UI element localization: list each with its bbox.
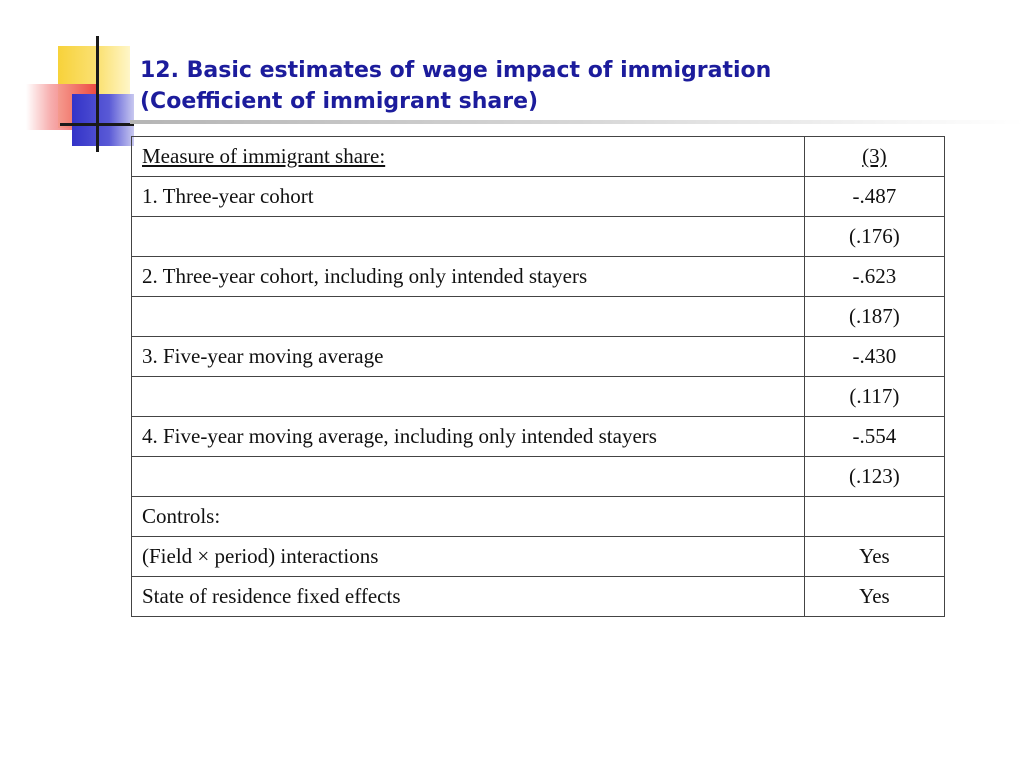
row-value: -.623 [804, 257, 944, 297]
header-label: Measure of immigrant share: [142, 144, 386, 168]
row-label: State of residence fixed effects [132, 577, 805, 617]
slide-title [140, 55, 1000, 117]
row-label: 1. Three-year cohort [132, 177, 805, 217]
row-value: Yes [804, 537, 944, 577]
table-row [132, 217, 945, 257]
table-row [132, 337, 945, 377]
table-row [132, 257, 945, 297]
table-row [132, 537, 945, 577]
row-value: -.430 [804, 337, 944, 377]
table-header-row [132, 137, 945, 177]
decorative-horizontal-line [60, 123, 134, 126]
results-table [131, 136, 945, 617]
row-value: (.117) [804, 377, 944, 417]
table-row [132, 457, 945, 497]
table-row [132, 377, 945, 417]
table-row [132, 577, 945, 617]
row-value: (.123) [804, 457, 944, 497]
row-value: (.187) [804, 297, 944, 337]
decorative-vertical-line [96, 36, 99, 152]
header-value-cell [804, 137, 944, 177]
row-value [804, 497, 944, 537]
row-label: 2. Three-year cohort, including only intended stayers [132, 257, 805, 297]
row-label: 4. Five-year moving average, including only intended stayers [132, 417, 805, 457]
row-value: (.176) [804, 217, 944, 257]
slide-title-line-1: 12. Basic estimates of wage impact of immigration [140, 58, 772, 83]
header-label-cell [132, 137, 805, 177]
row-value: Yes [804, 577, 944, 617]
table-row [132, 497, 945, 537]
row-value: -.487 [804, 177, 944, 217]
row-label: (Field × period) interactions [132, 537, 805, 577]
title-underline-rule [130, 120, 1024, 124]
table-row [132, 297, 945, 337]
row-label [132, 297, 805, 337]
table-row [132, 417, 945, 457]
slide-title-line-2: (Coefficient of immigrant share) [140, 89, 539, 114]
row-label: 3. Five-year moving average [132, 337, 805, 377]
header-value: (3) [862, 144, 887, 168]
row-label: Controls: [132, 497, 805, 537]
decorative-blue-block [72, 94, 134, 146]
row-value: -.554 [804, 417, 944, 457]
row-label [132, 217, 805, 257]
table-row [132, 177, 945, 217]
row-label [132, 457, 805, 497]
row-label [132, 377, 805, 417]
